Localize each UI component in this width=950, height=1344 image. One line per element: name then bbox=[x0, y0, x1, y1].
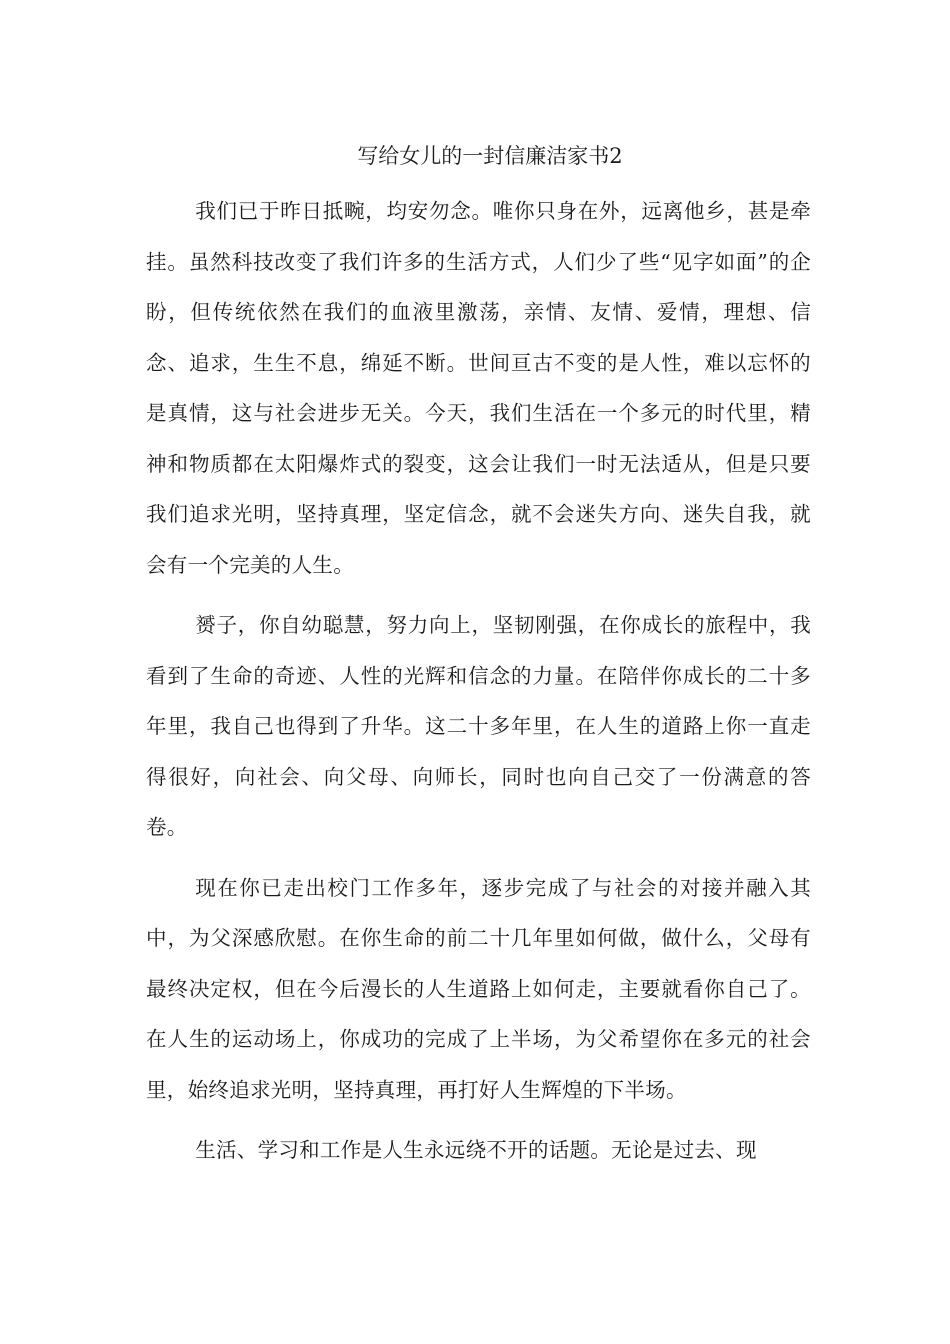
paragraph-4: 生活、学习和工作是人生永远绕不开的话题。无论是过去、现 bbox=[195, 1138, 757, 1162]
paragraph-3: 现在你已走出校门工作多年，逐步完成了与社会的对接并融入其中，为父深感欣慰。在你生命的前二十几年里如何做，做什么，父母有最终决定权，但在今后漫长的人生道路上如何走，主要就看你自己了。在人生的运动场上，你成功的完成了上半场，为父希望你在多元的社会里，始终追求光明，坚持真理，再打好人生辉煌的下半场。 bbox=[146, 875, 811, 1102]
letter-body bbox=[146, 186, 811, 1186]
paragraph-1: 我们已于昨日抵畹，均安勿念。唯你只身在外，远离他乡，甚是牵挂。虽然科技改变了我们许多的生活方式，人们少了些“见字如面”的企盼，但传统依然在我们的血液里激荡，亲情、友情、爱情，理想、信念、追求，生生不息，绵延不断。世间亘古不变的是人性，难以忘怀的是真情，这与社会进步无关。今天，我们生活在一个多元的时代里，精神和物质都在太阳爆炸式的裂变，这会让我们一时无法适从，但是只要我们追求光明，坚持真理，坚定信念，就不会迷失方向、迷失自我，就会有一个完美的人生。 bbox=[146, 199, 811, 577]
document-title: 写给女儿的一封信廉洁家书2 bbox=[357, 144, 623, 168]
paragraph-2: 赟子，你自幼聪慧，努力向上，坚韧刚强，在你成长的旅程中，我看到了生命的奇迹、人性的光辉和信念的力量。在陪伴你成长的二十多年里，我自己也得到了升华。这二十多年里，在人生的道路上你一直走得很好，向社会、向父母、向师长，同时也向自己交了一份满意的答卷。 bbox=[146, 613, 811, 839]
